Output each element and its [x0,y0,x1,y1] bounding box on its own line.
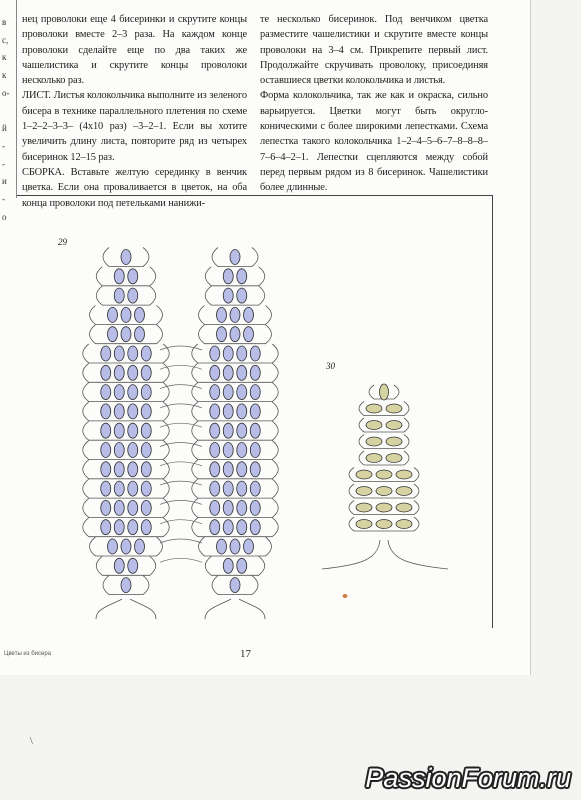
bead [244,539,254,554]
bead [396,487,412,496]
bead [223,462,233,477]
bead [250,462,260,477]
bead [210,423,220,438]
bead [250,365,260,380]
bead [128,558,138,573]
bead [141,500,151,515]
wire-loop [83,441,170,460]
bead [237,404,247,419]
bead [101,500,111,515]
margin-fragment: о [2,211,7,222]
wire-loop [192,402,279,421]
bead [223,443,233,458]
bead [108,539,118,554]
stray-mark [343,594,348,598]
bead [114,462,124,477]
bead [210,481,220,496]
bead [141,346,151,361]
bead [210,500,220,515]
bead [223,500,233,515]
bead [217,307,227,322]
bead [128,462,138,477]
wire-loop [83,460,170,479]
paragraph-sepal-end: нец проволоки еще 4 бисеринки и скрутите концы проволоки вместе 2–3 раза. На каждом конце проволоки сделайте еще по два таких же чашелистика и скрутите концы проволоки несколько раз. [22,14,247,87]
bead [376,520,392,529]
bead [210,520,220,535]
connecting-wire [160,558,202,562]
paragraph-assembly: СБОРКА. Вставьте желтую серединку в венчик цветка. Если она проваливается в цветок, на оба конца проволоки под петельками нанижи- [22,166,247,209]
bead [128,443,138,458]
bead [250,346,260,361]
wire-loop [83,344,170,363]
bead [114,423,124,438]
wire-loop [192,498,279,517]
bead [101,462,111,477]
bead [114,558,124,573]
bead [223,423,233,438]
bead [223,385,233,400]
bead [108,327,118,342]
figure-29-label: 29 [58,237,67,247]
bead [141,404,151,419]
paragraph-assembly-cont: те несколько бисеринок. Под венчиком цветка разместите чашелистики и скрутите вместе концы проволоки на 3–4 см. Прикрепите первый лист. Продолжайте скручивать проволоку, присоединяя оставшиеся цветки колокольчика и листья. [260,14,488,87]
margin-fragment: в [2,17,7,27]
wire-loop [205,556,265,575]
book-title: Цветы из бисера [4,651,51,657]
bead [114,365,124,380]
bead [380,384,389,400]
bead [366,454,382,463]
bead [101,423,111,438]
wire-loop [192,363,279,382]
bead [121,539,131,554]
bead [128,346,138,361]
bead [237,385,247,400]
stem-wire [322,540,380,569]
bead [114,385,124,400]
bead [237,520,247,535]
bead [210,385,220,400]
scan-mark: \ [30,736,33,747]
wire-loop [192,441,279,460]
bead [135,539,145,554]
bead [376,487,392,496]
margin-fragment: - [2,140,5,151]
bead [114,443,124,458]
bead [135,327,145,342]
bead [210,346,220,361]
bead [128,481,138,496]
wire-loop [83,421,170,440]
bead [114,404,124,419]
bead [141,365,151,380]
bead [250,443,260,458]
bead [114,481,124,496]
bead [128,423,138,438]
bead [366,437,382,446]
margin-fragment: - [2,193,5,204]
bead [108,307,118,322]
bead [356,487,372,496]
bead [223,481,233,496]
bead [128,385,138,400]
bead [210,365,220,380]
bead [230,327,240,342]
bead [237,500,247,515]
bead [386,454,402,463]
bead [141,462,151,477]
bead [101,520,111,535]
bead [101,404,111,419]
margin-fragment: о- [2,87,10,98]
bead [114,500,124,515]
bead [101,481,111,496]
bead [366,421,382,430]
bead [128,520,138,535]
margin-fragment: с, [2,34,9,45]
bead [210,462,220,477]
bead [386,421,402,430]
bead [230,250,240,265]
margin-fragment: к [2,70,7,81]
bead [114,520,124,535]
bead [141,385,151,400]
bead [101,443,111,458]
bead [141,520,151,535]
bead [223,558,233,573]
bead [121,250,131,265]
page-number: 17 [240,648,251,660]
wire-loop [205,267,265,286]
bead [210,443,220,458]
bead [237,481,247,496]
wire-loop [192,518,279,537]
bead [396,520,412,529]
bead [230,539,240,554]
bead [217,539,227,554]
bead [237,558,247,573]
bead [244,307,254,322]
bead [250,500,260,515]
margin-fragment: - [2,158,5,169]
wire-loop [83,518,170,537]
bead [376,470,392,479]
bead [237,269,247,284]
bead [121,307,131,322]
bead [114,346,124,361]
bead [223,269,233,284]
bead [237,365,247,380]
bead [356,520,372,529]
bead [396,470,412,479]
bead [376,503,392,512]
wire-loop [205,286,265,305]
bead [223,288,233,303]
bead [230,578,240,593]
bead [237,443,247,458]
bead [223,404,233,419]
wire-loop [192,479,279,498]
bead [128,404,138,419]
bead [386,437,402,446]
bead [237,462,247,477]
bead [223,520,233,535]
bead [223,365,233,380]
bead [217,327,227,342]
bead [128,365,138,380]
wire-loop [192,460,279,479]
watermark: PassionForum.ru [365,763,571,793]
bead [114,288,124,303]
margin-fragment: и [2,176,7,187]
figure-30-label: 30 [326,361,335,371]
bead [101,365,111,380]
bead [210,404,220,419]
bead [244,327,254,342]
wire-loop [96,286,156,305]
bead [121,327,131,342]
bead [250,481,260,496]
bead [114,269,124,284]
paragraph-bell-shape: Форма колокольчика, так же как и окраска, сильно варьируется. Цветки могут быть округло-коническими с более широкими лепестками. Схема лепестка такого колокольчика 1–2–4–5–6–7–8–8–8–7–6–4–2–1. Лепестки сцепляются между собой перед первым рядом из 8 бисеринок. Чашелистики более длинные. [260,90,488,194]
bead [250,385,260,400]
bead [141,423,151,438]
margin-fragment: й [2,123,7,134]
stem-wire [96,599,122,619]
wire-loop [192,344,279,363]
bead [101,385,111,400]
bead [250,404,260,419]
bead [237,423,247,438]
bead [141,443,151,458]
bead [101,346,111,361]
bead [237,346,247,361]
bead [386,404,402,413]
connecting-wire [160,539,202,543]
wire-loop [192,421,279,440]
bead [128,500,138,515]
stem-wire [130,599,156,619]
bead [250,520,260,535]
bead [250,423,260,438]
wire-loop [83,383,170,402]
wire-loop [192,383,279,402]
stem-wire [388,540,448,569]
margin-fragment: к [2,52,7,63]
bead [366,404,382,413]
bead [223,346,233,361]
bead [121,578,131,593]
stem-wire [239,599,265,619]
wire-loop [96,556,156,575]
bead [128,288,138,303]
stem-wire [205,599,231,619]
bead [135,307,145,322]
bead [230,307,240,322]
bead [356,470,372,479]
wire-loop [83,498,170,517]
bead [128,269,138,284]
paragraph-leaf: ЛИСТ. Листья колокольчика выполните из зеленого бисера в технике параллельного плетения по схеме 1–2–2–3–3– (4х10 раз) –3–2–1. Если вы хотите увеличить длину листа, повторите ряд из четырех бисеринок 12–15 раз. [22,90,247,163]
wire-loop [96,267,156,286]
bead [396,503,412,512]
wire-loop [83,363,170,382]
wire-loop [83,402,170,421]
wire-loop [83,479,170,498]
bead [141,481,151,496]
bead [356,503,372,512]
bead [237,288,247,303]
